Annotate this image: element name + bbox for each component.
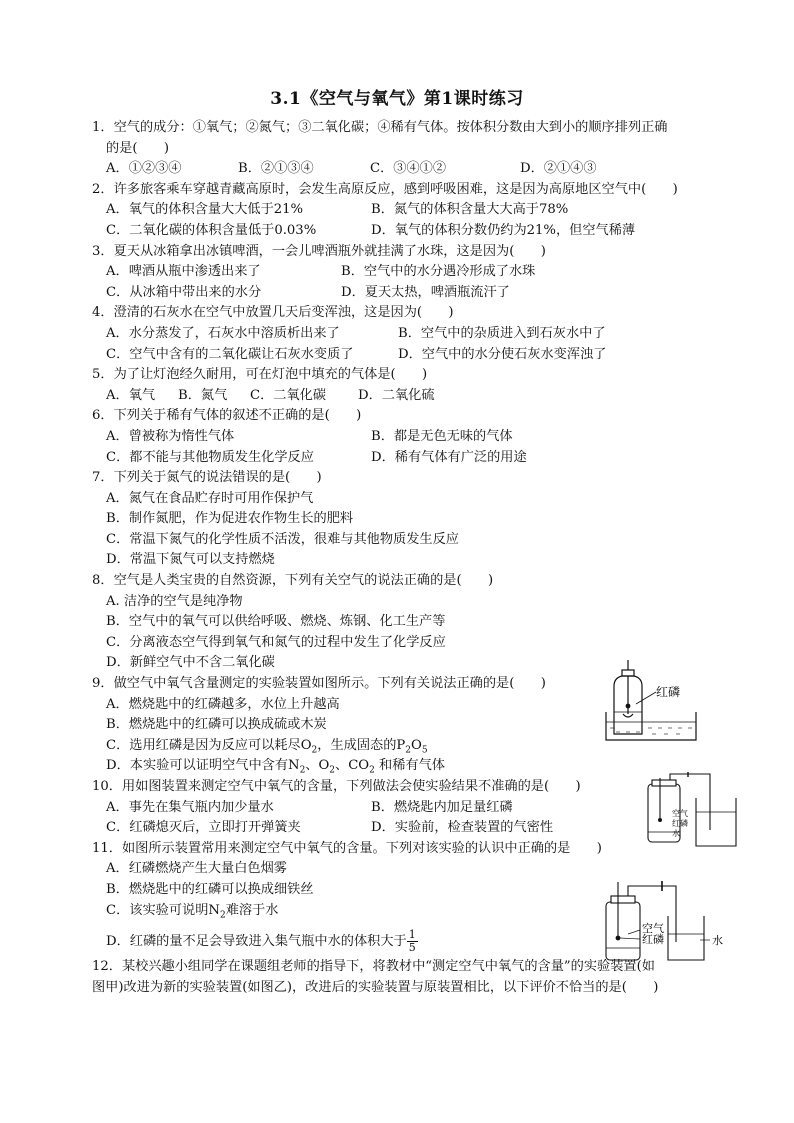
stopper <box>611 896 635 903</box>
q9-apparatus-figure <box>600 656 710 748</box>
gas-bottle <box>606 902 640 960</box>
question-stem: 图甲)改进为新的实验装置(如图乙)，改进后的实验装置与原装置相比，以下评价不恰当的是( ) <box>92 979 659 995</box>
flame-icon <box>616 936 621 941</box>
option-a[interactable]: A. 洁净的空气是纯净物 <box>106 593 243 609</box>
option-c-text: C．该实验可说明N <box>106 902 220 918</box>
subscript: 2 <box>405 745 411 756</box>
option-a[interactable]: A．水分蒸发了，石灰水中溶质析出来了 <box>106 325 340 341</box>
options-row <box>92 427 712 448</box>
subscript: 2 <box>311 745 318 756</box>
question-stem: 1．空气的成分：①氧气；②氮气；③二氧化碳；④稀有气体。按体积分数由大到小的顺序排列正确 <box>92 120 668 135</box>
question-stem: 5．为了让灯泡经久耐用，可在灯泡中填充的气体是( ) <box>92 367 428 383</box>
label-air: 空气 <box>642 922 664 935</box>
label-water: 水 <box>712 934 723 947</box>
option-d[interactable]: D．夏天太热，啤酒瓶流汗了 <box>341 284 510 300</box>
subscript: 2 <box>219 910 226 921</box>
option-c-text: O <box>411 737 422 753</box>
option-c[interactable]: C．红磷熄灭后，立即打开弹簧夹 <box>106 820 301 836</box>
options-row <box>92 200 712 221</box>
question-4 <box>92 303 712 365</box>
beaker <box>696 798 736 846</box>
question-stem: 8．空气是人类宝贵的自然资源，下列有关空气的说法正确的是( ) <box>92 573 494 589</box>
option-c[interactable]: C．二氧化碳的体积含量低于0.03% <box>106 222 317 238</box>
subscript: 2 <box>299 766 306 777</box>
label-phosphorus: 红磷 <box>672 819 688 828</box>
options-row <box>92 262 712 283</box>
stopper <box>652 780 676 786</box>
option-a[interactable]: A．啤酒从瓶中渗透出来了 <box>106 264 261 280</box>
question-stem: 12．某校兴趣小组同学在课题组老师的指导下，将教材中“测定空气中氧气的含量”的实验装置(如 <box>92 959 655 975</box>
option-c[interactable]: C．二氧化碳 <box>250 387 327 403</box>
option-d[interactable]: D．常温下氮气可以支持燃烧 <box>106 552 275 568</box>
option-d[interactable]: D．新鲜空气中不含二氧化碳 <box>106 655 275 671</box>
question-10 <box>92 777 712 839</box>
option-c[interactable]: C．从冰箱中带出来的水分 <box>106 284 262 300</box>
question-stem: 4．澄清的石灰水在空气中放置几天后变浑浊，这是因为( ) <box>92 305 454 321</box>
label-air: 空气 <box>672 809 688 818</box>
label-water: 水 <box>672 829 680 838</box>
options-row <box>92 283 712 304</box>
option-d[interactable]: D．氧气的体积分数仍约为21%，但空气稀薄 <box>371 222 636 238</box>
option-a[interactable]: A．燃烧匙中的红磷越多，水位上升越高 <box>106 696 340 712</box>
options-row <box>92 345 712 366</box>
question-7 <box>92 468 712 571</box>
question-stem: 的是( ) <box>106 140 170 156</box>
fraction-denominator: 5 <box>408 941 416 955</box>
options-row <box>92 448 712 469</box>
option-a[interactable]: A．曾被称为惰性气体 <box>106 428 235 444</box>
question-3 <box>92 242 712 304</box>
option-d-text: D．红磷的量不足会导致进入集气瓶中水的体积大于 <box>106 934 407 950</box>
options-row <box>92 818 712 839</box>
option-c[interactable]: C．③④①② <box>370 161 447 177</box>
option-d[interactable]: D．二氧化硫 <box>358 387 435 403</box>
options-row <box>92 324 712 345</box>
option-b[interactable]: B．制作氮肥，作为促进农作物生长的肥料 <box>106 511 354 527</box>
question-1 <box>92 118 712 180</box>
label-phosphorus: 红磷 <box>656 685 681 699</box>
option-a[interactable]: A．氮气在食品贮存时可用作保护气 <box>106 490 314 506</box>
fraction-numerator: 1 <box>408 928 416 942</box>
option-b[interactable]: B．氮气 <box>178 387 228 403</box>
option-c-text: 难溶于水 <box>225 902 279 918</box>
option-b[interactable]: B．②①③④ <box>238 161 314 177</box>
q10-apparatus-figure <box>636 770 740 850</box>
options-row <box>92 798 712 819</box>
option-d-text: D．本实验可以证明空气中含有N <box>106 758 300 774</box>
option-c-text: ，生成固态的P <box>317 737 406 753</box>
option-b[interactable]: B．空气中的氧气可以供给呼吸、燃烧、炼钢、化工生产等 <box>106 614 446 630</box>
label-phosphorus: 红磷 <box>642 933 664 946</box>
option-b[interactable]: B．都是无色无味的气体 <box>371 428 513 444</box>
flame-icon <box>658 818 662 822</box>
question-5 <box>92 365 712 406</box>
option-b[interactable]: B．燃烧匙中的红磷可以换成硫或木炭 <box>106 717 327 733</box>
option-c[interactable]: C．都不能与其他物质发生化学反应 <box>106 449 314 465</box>
question-list <box>92 118 712 998</box>
question-2 <box>92 180 712 242</box>
option-c[interactable]: C．空气中含有的二氧化碳让石灰水变质了 <box>106 346 354 362</box>
stopper <box>622 670 634 676</box>
option-b[interactable]: B．空气中的水分遇冷形成了水珠 <box>341 264 536 280</box>
option-b[interactable]: B．燃烧匙中的红磷可以换成细铁丝 <box>106 881 314 897</box>
option-a[interactable]: A．事先在集气瓶内加少量水 <box>106 799 274 815</box>
option-d[interactable]: D．空气中的水分使石灰水变浑浊了 <box>398 346 607 362</box>
option-c-text: C．选用红磷是因为反应可以耗尽O <box>106 737 312 753</box>
combustion-spoon <box>623 714 633 717</box>
label-pointer <box>636 692 656 704</box>
question-stem: 9．做空气中氧气含量测定的实验装置如图所示。下列有关说法正确的是( ) <box>92 676 546 692</box>
question-stem: 11．如图所示装置常用来测定空气中氧气的含量。下列对该实验的认识中正确的是 ) <box>92 840 602 856</box>
option-d[interactable]: D．②①④③ <box>520 161 597 177</box>
option-b[interactable]: B．燃烧匙内加足量红磷 <box>371 799 513 815</box>
question-stem: 7．下列关于氮气的说法错误的是( ) <box>92 470 322 486</box>
subscript: 2 <box>329 766 336 777</box>
option-d-text: 、CO <box>335 758 370 774</box>
beaker <box>668 916 704 960</box>
water-trough <box>606 712 696 740</box>
page-title: 3.1《空气与氧气》第1课时练习 <box>270 89 524 109</box>
subscript: 5 <box>421 745 428 756</box>
option-a[interactable]: A．红磷燃烧产生大量白色烟雾 <box>106 861 287 877</box>
question-6 <box>92 406 712 468</box>
question-stem: 3．夏天从冰箱拿出冰镇啤酒，一会儿啤酒瓶外就挂满了水珠，这是因为( ) <box>92 243 546 259</box>
option-d[interactable]: D．实验前，检查装置的气密性 <box>371 820 554 836</box>
subscript: 2 <box>369 766 375 777</box>
options-row <box>92 386 712 407</box>
option-d[interactable]: D．稀有气体有广泛的用途 <box>371 449 527 465</box>
option-b[interactable]: B．空气中的杂质进入到石灰水中了 <box>398 325 606 341</box>
option-d-text: 、O <box>305 758 330 774</box>
option-a[interactable]: A．①②③④ <box>106 161 182 177</box>
question-stem: 6．下列关于稀有气体的叙述不正确的是( ) <box>92 408 362 424</box>
option-c[interactable]: C．分离液态空气得到氧气和氮气的过程中发生了化学反应 <box>106 634 446 650</box>
question-stem: 10．用如图装置来测定空气中氧气的含量，下列做法会使实验结果不准确的是( ) <box>92 779 581 794</box>
flame-icon <box>626 704 631 709</box>
option-a[interactable]: A．氧气的体积含量大大低于21% <box>106 202 304 218</box>
option-a[interactable]: A．氧气 <box>106 387 156 403</box>
option-b[interactable]: B．氮气的体积含量大大高于78% <box>371 202 569 218</box>
option-d[interactable] <box>92 756 712 777</box>
fraction <box>407 929 418 954</box>
question-stem: 2．许多旅客乘车穿越青藏高原时，会发生高原反应，感到呼吸困难，这是因为高原地区空气中( ) <box>92 181 678 197</box>
q11-apparatus-figure <box>596 872 736 964</box>
option-d-text: 和稀有气体 <box>374 758 445 774</box>
options-row <box>92 221 712 242</box>
options-row <box>92 159 712 180</box>
option-c[interactable]: C．常温下氮气的化学性质不活泼，很难与其他物质发生反应 <box>106 531 459 547</box>
